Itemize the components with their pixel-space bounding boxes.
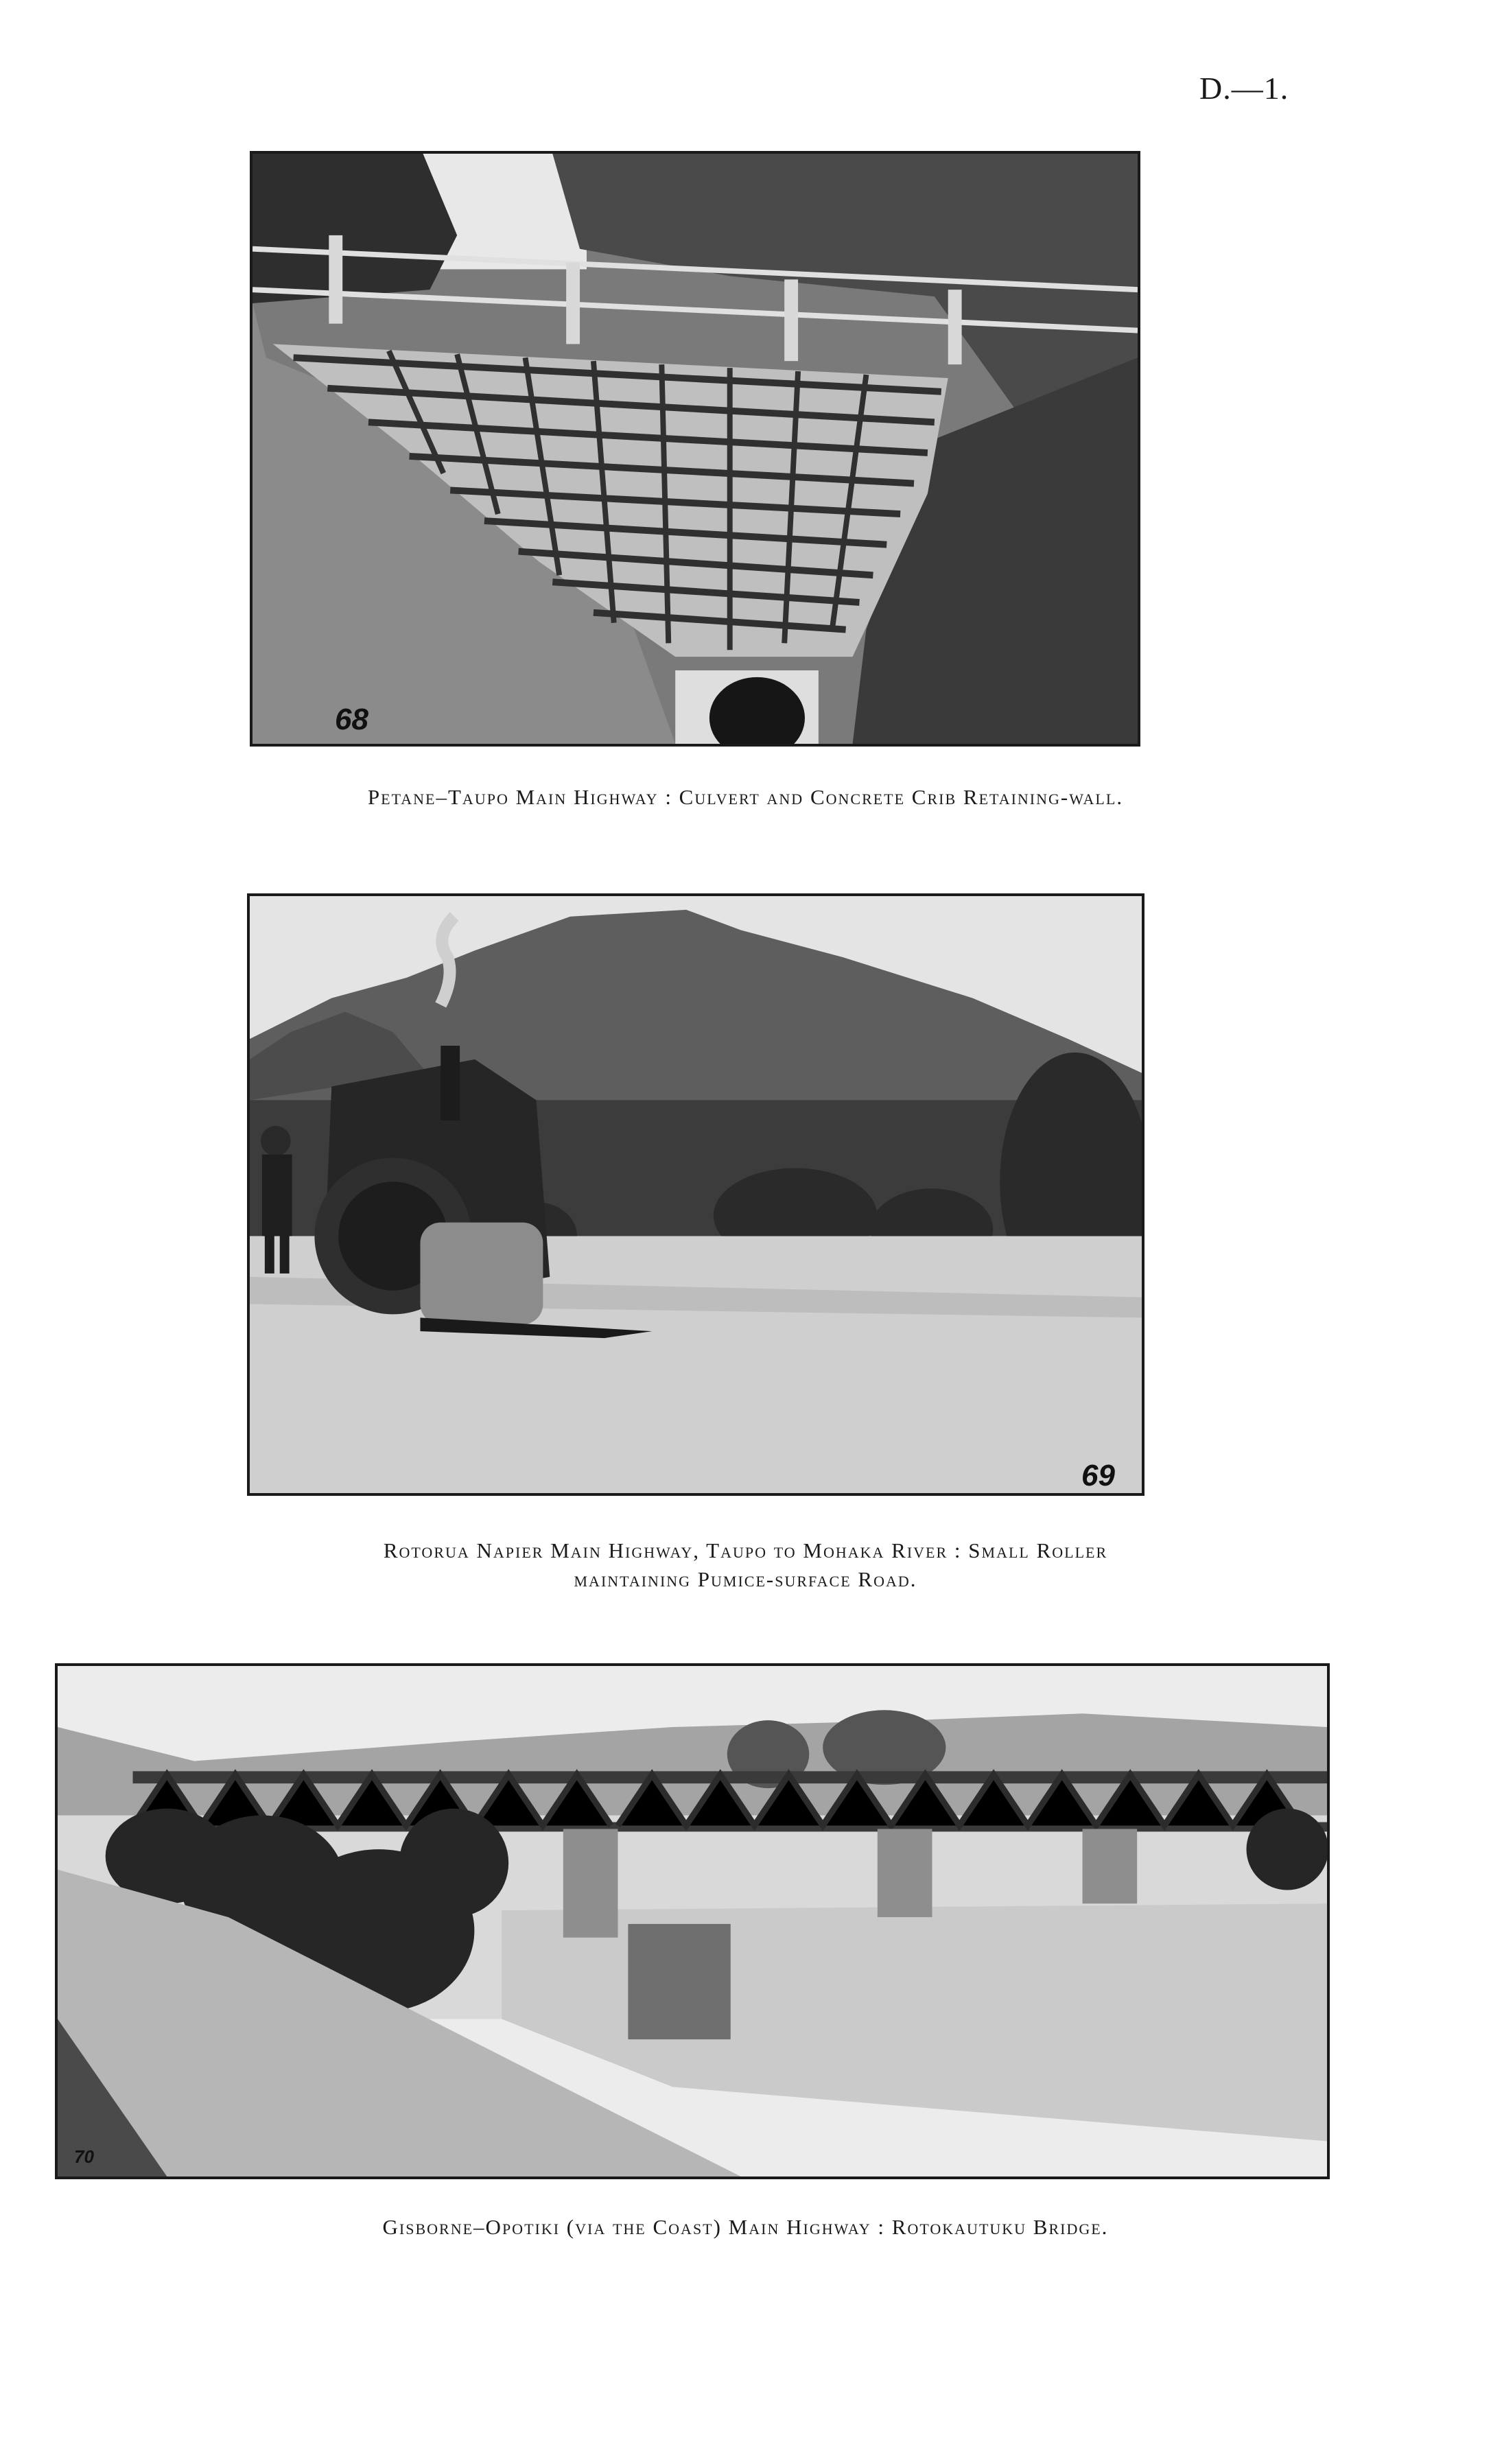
plate-number-69: 69 bbox=[1081, 1459, 1115, 1492]
culvert-wall-illustration bbox=[253, 154, 1138, 744]
page-reference: D.—1. bbox=[1199, 71, 1289, 106]
caption-photo-2-line-1: Rotorua Napier Main Highway, Taupo to Mohaka River : Small Roller bbox=[383, 1538, 1108, 1562]
photo-rotokautuku-bridge bbox=[55, 1663, 1330, 2179]
bridge-illustration bbox=[58, 1666, 1327, 2176]
photo-culvert-retaining-wall bbox=[250, 151, 1140, 747]
caption-photo-1: Petane–Taupo Main Highway : Culvert and Concrete Crib Retaining-wall. bbox=[367, 785, 1124, 809]
caption-photo-2-line-2: maintaining Pumice-surface Road. bbox=[574, 1567, 917, 1591]
plate-number-70: 70 bbox=[74, 2146, 94, 2167]
plate-number-68: 68 bbox=[335, 703, 368, 736]
steam-roller-illustration bbox=[250, 896, 1142, 1493]
photo-steam-roller bbox=[247, 893, 1144, 1496]
caption-photo-3: Gisborne–Opotiki (via the Coast) Main Highway : Rotokautuku Bridge. bbox=[382, 2215, 1109, 2239]
